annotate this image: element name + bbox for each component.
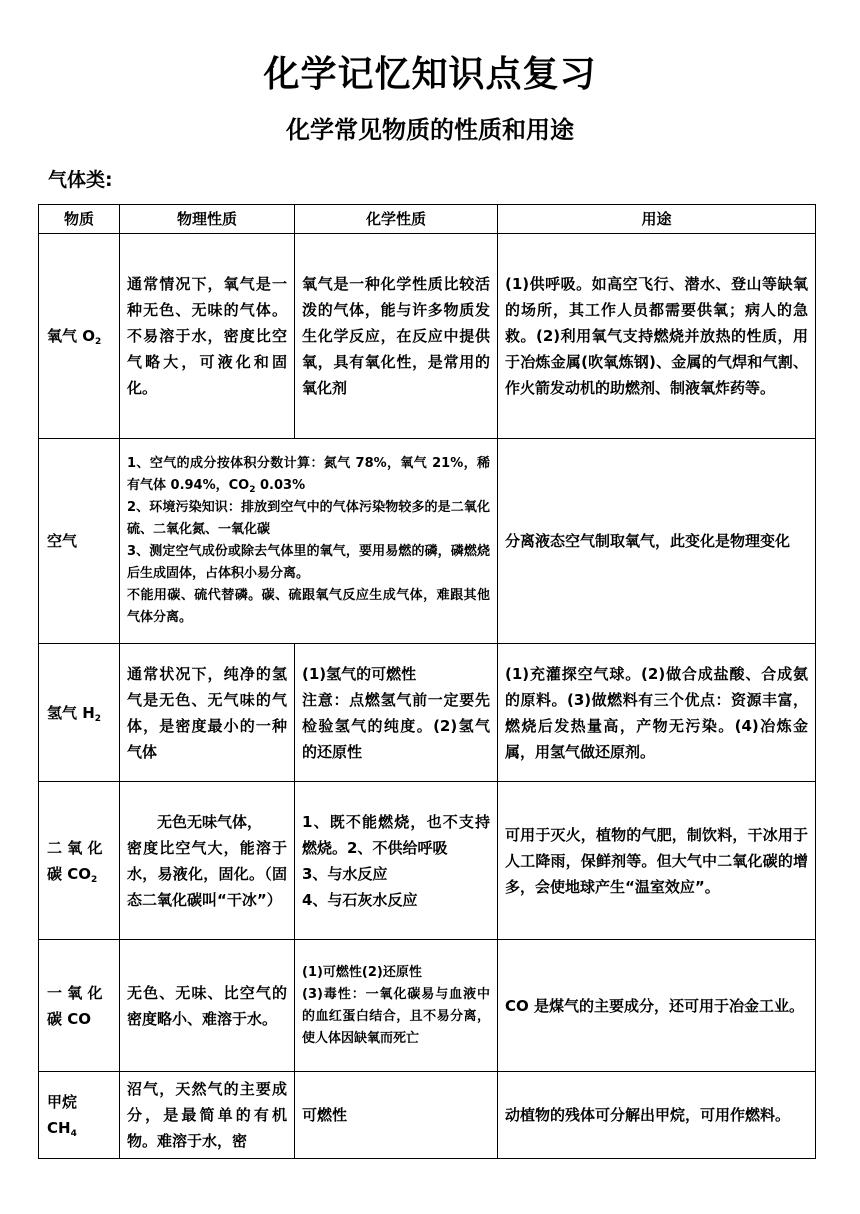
- uses: CO 是煤气的主要成分，还可用于冶金工业。: [498, 940, 816, 1072]
- table-row: [39, 782, 816, 940]
- air-facts: [120, 439, 498, 644]
- physical-properties: 无色无味气体， 密度比空气大，能溶于水，易液化，固化。（固态二氧化碳叫“干冰”）: [120, 782, 295, 940]
- table-row: [39, 439, 816, 644]
- physical-properties: 沼气，天然气的主要成分，是最简单的有机物。难溶于水，密: [120, 1072, 295, 1159]
- header-chemical: 化学性质: [295, 205, 498, 234]
- properties-table: [38, 204, 816, 1159]
- chemical-properties: (1)氢气的可燃性 注意：点燃氢气前一定要先检验氢气的纯度。(2)氢气的还原性: [295, 644, 498, 782]
- physical-properties: 无色、无味、比空气的密度略小、难溶于水。: [120, 940, 295, 1072]
- air-fact-line: 不能用碳、硫代替磷。碳、硫跟氧气反应生成气体，难跟其他气体分离。: [127, 588, 490, 625]
- chemical-properties: (1)可燃性(2)还原性 (3)毒性：一氧化碳易与血液中的血红蛋白结合，且不易分离，使人体因缺氧而死亡: [295, 940, 498, 1072]
- header-use: 用途: [498, 205, 816, 234]
- page-title: 化学记忆知识点复习: [263, 54, 597, 95]
- uses: (1)充灌探空气球。(2)做合成盐酸、合成氨的原料。(3)做燃料有三个优点：资源丰富，燃烧后发热量高，产物无污染。(4)冶炼金属，用氢气做还原剂。: [498, 644, 816, 782]
- uses: 动植物的残体可分解出甲烷，可用作燃料。: [498, 1072, 816, 1159]
- chemical-properties: 1、既不能燃烧，也不支持燃烧。2、不供给呼吸 3、与水反应 4、与石灰水反应: [295, 782, 498, 940]
- table-header-row: [39, 205, 816, 234]
- substance-name: 空气: [39, 439, 120, 644]
- table-row: [39, 1072, 816, 1159]
- page-subtitle: 化学常见物质的性质和用途: [286, 116, 574, 144]
- substance-name: 氢气 $H_2$: [39, 644, 120, 782]
- uses: 分离液态空气制取氧气，此变化是物理变化: [498, 439, 816, 644]
- table-row: [39, 234, 816, 439]
- uses: (1)供呼吸。如高空飞行、潜水、登山等缺氧的场所，其工作人员都需要供氧；病人的急救。(2)利用氧气支持燃烧并放热的性质，用于冶炼金属(吹氧炼钢)、金属的气焊和气割、作火箭发动机的助燃剂、制液氧炸药等。: [498, 234, 816, 439]
- table-row: [39, 940, 816, 1072]
- substance-name: 甲烷 $CH_4$: [39, 1072, 120, 1159]
- chemical-properties: 氧气是一种化学性质比较活泼的气体，能与许多物质发生化学反应，在反应中提供氧，具有氧化性，是常用的氧化剂: [295, 234, 498, 439]
- header-physical: 物理性质: [120, 205, 295, 234]
- physical-properties: 通常情况下，氧气是一种无色、无味的气体。不易溶于水，密度比空气略大，可液化和固化。: [120, 234, 295, 439]
- substance-name: 二 氧 化碳 $CO_2$: [39, 782, 120, 940]
- substance-name: 氧气 $O_2$: [39, 234, 120, 439]
- air-fact-line: 3、测定空气成份或除去气体里的氧气，要用易燃的磷，磷燃烧后生成固体，占体积小易分离。: [127, 544, 490, 581]
- table-row: [39, 644, 816, 782]
- air-fact-line: 2、环境污染知识：排放到空气中的气体污染物较多的是二氧化硫、二氧化氮、一氧化碳: [127, 500, 490, 537]
- header-substance: 物质: [39, 205, 120, 234]
- air-fact-line: 1、空气的成分按体积分数计算：氮气 78%，氧气 21%，稀有气体 0.94%，$CO_2$ 0.03%: [127, 456, 490, 495]
- uses: 可用于灭火，植物的气肥，制饮料，干冰用于人工降雨，保鲜剂等。但大气中二氧化碳的增多，会使地球产生“温室效应”。: [498, 782, 816, 940]
- substance-name: 一 氧 化碳 CO: [39, 940, 120, 1072]
- chemical-properties: 可燃性: [295, 1072, 498, 1159]
- section-heading: 气体类:: [48, 169, 113, 191]
- physical-properties: 通常状况下，纯净的氢气是无色、无气味的气体，是密度最小的一种气体: [120, 644, 295, 782]
